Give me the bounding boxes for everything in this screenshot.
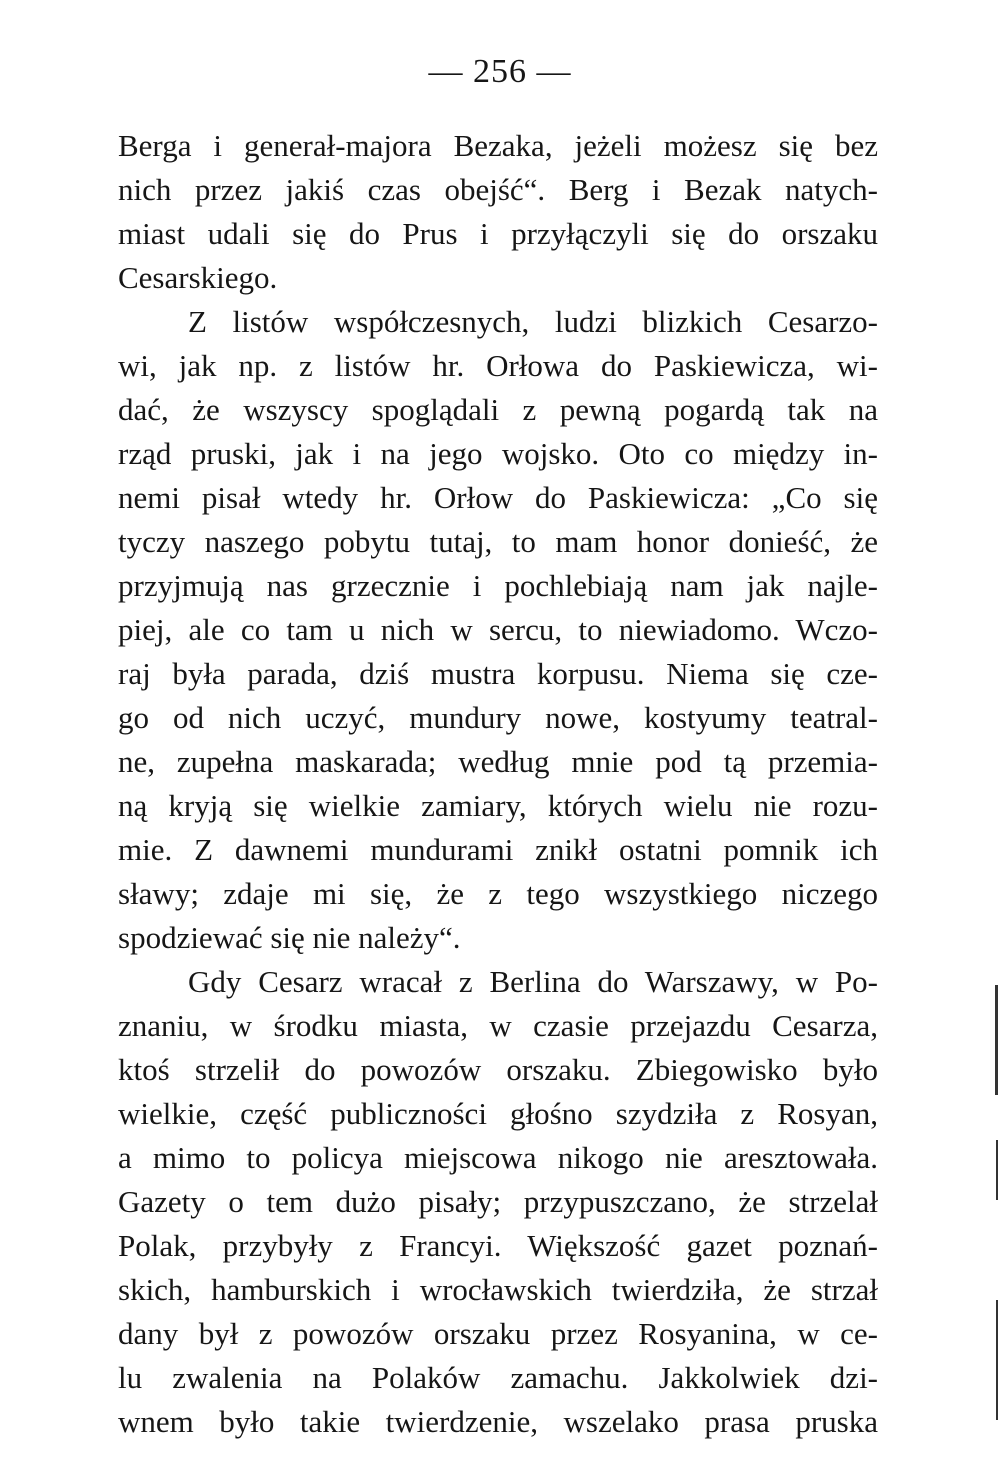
text-line: Z listów współczesnych, ludzi blizkich Cesarzo- — [188, 304, 878, 339]
text-line: ktoś strzelił do powozów orszaku. Zbiegowisko było — [118, 1052, 878, 1087]
text-line: znaniu, w środku miasta, w czasie przejazdu Cesarza, — [118, 1008, 878, 1043]
page-edge-mark — [996, 1140, 998, 1200]
text-line: ne, zupełna maskarada; według mnie pod tą przemia- — [118, 744, 878, 779]
text-line: dać, że wszyscy spoglądali z pewną pogardą tak na — [118, 392, 878, 427]
text-line: przyjmują nas grzecznie i pochlebiają nam jak najle- — [118, 568, 878, 603]
text-line: rząd pruski, jak i na jego wojsko. Oto co między in- — [118, 436, 878, 471]
text-line: Polak, przybyły z Francyi. Większość gazet poznań- — [118, 1228, 878, 1263]
text-line: miast udali się do Prus i przyłączyli się do orszaku — [118, 216, 878, 251]
text-line: Cesarskiego. — [118, 260, 278, 295]
text-line: raj była parada, dziś mustra korpusu. Niema się cze- — [118, 656, 878, 691]
page-edge-mark — [996, 1300, 998, 1420]
text-line: Gdy Cesarz wracał z Berlina do Warszawy, w Po- — [188, 964, 878, 999]
text-line: go od nich uczyć, mundury nowe, kostyumy teatral- — [118, 700, 878, 735]
text-line: wielkie, część publiczności głośno szydziła z Rosyan, — [118, 1096, 878, 1131]
page-number: — 256 — — [428, 53, 572, 90]
text-line: skich, hamburskich i wrocławskich twierdziła, że strzał — [118, 1272, 878, 1307]
text-line: spodziewać się nie należy“. — [118, 920, 461, 955]
text-line: ną kryją się wielkie zamiary, których wielu nie rozu- — [118, 788, 878, 823]
text-line: Gazety o tem dużo pisały; przypuszczano, że strzelał — [118, 1184, 878, 1219]
text-line: lu zwalenia na Polaków zamachu. Jakkolwiek dzi- — [118, 1360, 878, 1395]
text-line: sławy; zdaje mi się, że z tego wszystkiego niczego — [118, 876, 878, 911]
text-line: dany był z powozów orszaku przez Rosyanina, w ce- — [118, 1316, 878, 1351]
page-edge-mark — [995, 985, 998, 1095]
body-text — [118, 124, 878, 1444]
text-line: Berga i generał-majora Bezaka, jeżeli możesz się bez — [118, 128, 878, 163]
text-line: wi, jak np. z listów hr. Orłowa do Paskiewicza, wi- — [118, 348, 878, 383]
text-line: tyczy naszego pobytu tutaj, to mam honor donieść, że — [118, 524, 878, 559]
text-line: mie. Z dawnemi mundurami znikł ostatni pomnik ich — [118, 832, 878, 867]
text-line: nich przez jakiś czas obejść“. Berg i Bezak natych- — [118, 172, 878, 207]
text-line: wnem było takie twierdzenie, wszelako prasa pruska — [118, 1404, 878, 1439]
text-line: a mimo to policya miejscowa nikogo nie aresztowała. — [118, 1140, 878, 1175]
text-line: piej, ale co tam u nich w sercu, to niewiadomo. Wczo- — [118, 612, 878, 647]
text-line: nemi pisał wtedy hr. Orłow do Paskiewicza: „Co się — [118, 480, 878, 515]
